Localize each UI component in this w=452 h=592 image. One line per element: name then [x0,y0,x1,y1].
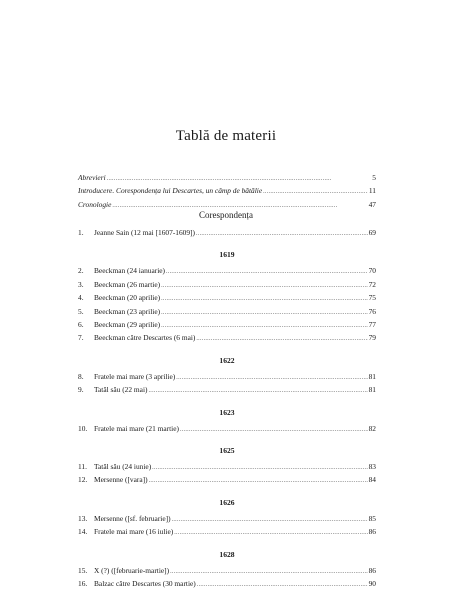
year-heading: 1623 [219,407,235,417]
entry-number: 5. [78,306,84,316]
toc-entry [78,384,376,397]
toc-entry [78,513,376,526]
entry-page: 79 [368,333,376,343]
leader-dots [172,513,368,526]
entry-number: 7. [78,333,84,343]
entry-number: 6. [78,320,84,330]
entry-label: Beeckman (23 aprilie) [94,306,161,316]
entry-page: 86 [368,527,376,537]
toc-entry [78,526,376,539]
leader-dots [196,227,368,240]
toc-entry [78,279,376,292]
leader-dots [161,279,368,292]
entry-number: 15. [78,565,88,575]
toc-entry [78,172,376,185]
leader-dots [176,371,367,384]
entry-number: 14. [78,527,88,537]
entry-page: 47 [368,199,376,209]
leader-dots [170,565,368,578]
leader-dots [148,384,367,397]
entry-label: X (?) ([februarie-martie]) [94,565,170,575]
entry-number: 16. [78,579,88,589]
front-matter-list [78,172,376,212]
year-group [78,549,376,592]
entry-label: Jeanne Sain (12 mai [1607-1609]) [94,228,195,237]
entry-page: 82 [368,423,376,433]
entry-label: Beeckman (20 aprilie) [94,293,161,303]
entry-number: 9. [78,385,84,395]
year-heading: 1622 [219,355,235,365]
toc-entry [78,265,376,278]
entry-number: 3. [78,279,84,289]
entry-label: Beeckman (24 ianuarie) [94,266,165,276]
leader-dots [197,578,368,591]
entry-page: 90 [368,579,376,589]
entry-page: 75 [368,293,376,303]
toc-entry [78,227,376,240]
year-group [78,249,376,345]
entry-label: Beeckman (26 martie) [94,279,161,289]
leader-dots [263,185,368,198]
leader-dots [161,306,368,319]
entry-label: Abrevieri [78,173,106,182]
entry-page: 72 [368,279,376,289]
section-heading: Corespondența [199,210,253,220]
entry-number: 2. [78,266,84,276]
entry-page: 81 [368,371,376,381]
leader-dots [174,526,367,539]
toc-entry [78,565,376,578]
leader-dots [196,332,367,345]
entry-page: 77 [368,320,376,330]
entry-number: 4. [78,293,84,303]
entry-page: 11 [368,186,376,196]
year-heading: 1625 [219,446,235,456]
entry-label: Fratele mai mare (3 aprilie) [94,371,176,381]
year-group [78,355,376,398]
entry-label: Balzac către Descartes (30 martie) [94,579,196,589]
entry-label: Mersenne ([sf. februarie]) [94,513,171,523]
entry-page: 81 [368,385,376,395]
leader-dots [161,319,368,332]
entry-page: 69 [368,228,376,237]
entry-number: 1. [78,228,84,237]
leader-dots [166,265,368,278]
entry-page: 84 [368,475,376,485]
year-heading: 1628 [219,549,235,559]
entry-page: 83 [368,462,376,472]
toc-entry [78,578,376,591]
toc-entry [78,474,376,487]
leader-dots [152,461,367,474]
year-heading: 1619 [219,250,235,260]
toc-entry [78,423,376,436]
toc-entry [78,371,376,384]
entry-label: Introducere. Corespondența lui Descartes, un câmp de bătălie [78,186,263,196]
entry-page: 76 [368,306,376,316]
toc-entry [78,292,376,305]
year-heading: 1626 [219,497,235,507]
entry-page: 5 [372,173,376,182]
leader-dots [180,423,368,436]
year-group [78,497,376,540]
leader-dots [107,172,372,185]
entry-label: Fratele mai mare (21 martie) [94,423,179,433]
entry-number: 12. [78,475,88,485]
toc-entry [78,306,376,319]
toc-entry [78,185,376,198]
entry-label: Cronologie [78,199,112,209]
leader-dots [149,474,368,487]
entry-page: 70 [368,266,376,276]
entry-label: Tatăl său (22 mai) [94,385,148,395]
entry-number: 13. [78,513,88,523]
toc-entry [78,319,376,332]
toc-entry [78,461,376,474]
entry-page: 86 [368,565,376,575]
entry-label: Fratele mai mare (16 iulie) [94,527,174,537]
toc-entry [78,332,376,345]
entry-label: Beeckman (29 aprilie) [94,320,161,330]
year-groups [78,249,376,591]
entry-number: 8. [78,371,84,381]
year-group [78,407,376,436]
entry-label: Beeckman către Descartes (6 mai) [94,333,196,343]
leader-dots [161,292,368,305]
year-group [78,445,376,488]
page-title: Tablă de materii [175,128,277,144]
entry-label: Mersenne ([vara]) [94,475,148,485]
entry-number: 11. [78,462,87,472]
correspondence-list [78,224,376,592]
entry-number: 10. [78,423,88,433]
entry-label: Tatăl său (24 iunie) [94,462,152,472]
entry-page: 85 [368,513,376,523]
